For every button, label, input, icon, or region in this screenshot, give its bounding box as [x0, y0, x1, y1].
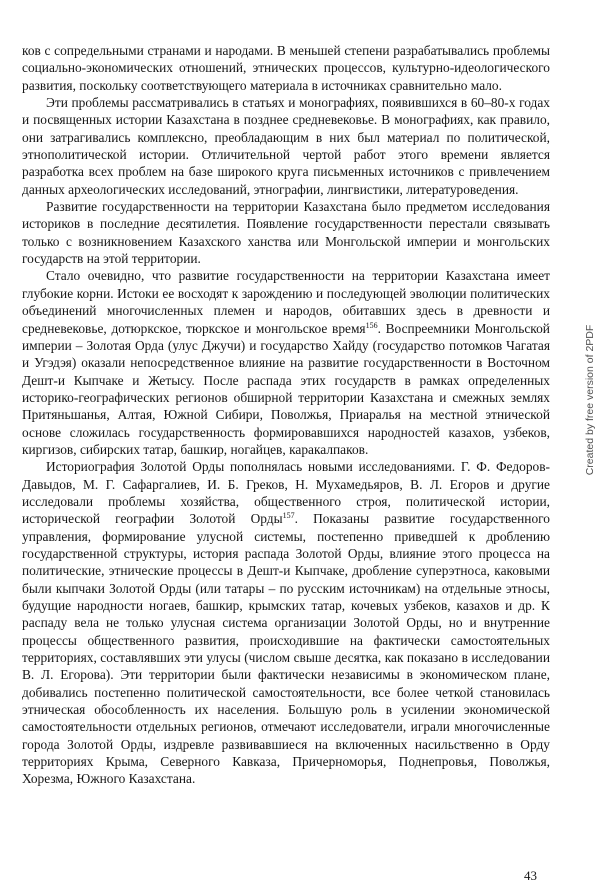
paragraph-3-text: Развитие государственности на территории Казахстана было предметом исследования историков в последние десятилетия. Появление государственности перестали связывать только с возникновением Казахского ханства или Монгольской империи и монгольских государств на этой территории.	[22, 199, 550, 267]
paragraph-4	[22, 267, 550, 458]
watermark-text: Created by free version of 2PDF	[584, 324, 596, 476]
paragraph-5-text-lead: Историография Золотой Орды пополнялась новыми исследованиями. Г. Ф. Федоров-Давыдов, М. Г. Сафаргалиев, И. Б. Греков, Н. Мухамедьяров, В. Л. Егоров и другие исследовали проблемы хозяйства, общественного строя, политической истории, исторической географии Золотой Орды	[22, 459, 550, 527]
paragraph-1	[22, 42, 550, 94]
page-body-text	[22, 42, 550, 788]
footnote-ref-157: 157	[282, 511, 295, 521]
page-number: 43	[524, 868, 537, 883]
footnote-ref-156: 156	[365, 320, 378, 330]
paragraph-2	[22, 94, 550, 198]
watermark	[583, 200, 597, 600]
paragraph-5	[22, 458, 550, 788]
paragraph-2-text: Эти проблемы рассматривались в статьях и монографиях, появившихся в 60–80-х годах и посвященных истории Казахстана в позднее средневековье. В монографиях, как правило, они затрагивались комплексно, преобладающим в них был материал по политической, этнополитической истории. Отличительной чертой работ этого времени является разработка всех проблем на базе широкого круга письменных источников с привлечением данных археологических исследований, этнографии, лингвистики, литературоведения.	[22, 95, 550, 197]
paragraph-5-text-tail: . Показаны развитие государственного управления, формирование улусной системы, постепенно приведшей к дроблению государственной структуры, история распада Золотой Орды, влияние этого процесса на политические, этнические процессы в Дешт-и Кыпчаке, дробление суперэтноса, каковыми были кыпчаки Золотой Орды (или татары – по русским источникам) на отдельные этносы, будущие народности ногаев, башкир, крымских татар, кочевых узбеков, казахов и др. К распаду вела не только улусная система организации Золотой Орды, но и внутренние процессы общественного развития, происходившие на фактически самостоятельных территориях, составлявших эти улусы (числом свыше десятка, как показано в исследовании В. Л. Егорова). Эти территории были фактически независимы в экономическом плане, добивались постепенно политической самостоятельности, все более четкой становилась этническая обособленность их населения. Большую роль в усилении экономической самостоятельности отдельных регионов, отмечают исследователи, играли многочисленные города Золотой Орды, издревле развивавшиеся на включенных насильственно в Орду территориях Крыма, Северного Кавказа, Причерноморья, Поднепровья, Поволжья, Хорезма, Южного Казахстана.	[22, 511, 550, 787]
paragraph-1-text: ков с сопредельными странами и народами. В меньшей степени разрабатывались проблемы социально-экономических отношений, этнических процессов, культурно-идеологического развития, поскольку соответствующего материала в источниках сравнительно мало.	[22, 43, 550, 93]
paragraph-4-text-tail: . Воспреемники Монгольской империи – Золотая Орда (улус Джучи) и государство Хайду (государство потомков Чагатая и Угэдэя) оказали непосредственное влияние на развитие государственности в Восточном Дешт-и Кыпчаке и Жетысу. После распада этих государств в рамках определенных историко-географических регионов обширной территории Казахстана и смежных землях Притяньшанья, Алтая, Южной Сибири, Поволжья, Приаралья на местной этнической основе сложилась государственность формировавшихся народностей казахов, узбеков, киргизов, сибирских татар, башкир, ногайцев, каракалпаков.	[22, 320, 550, 457]
paragraph-3	[22, 198, 550, 267]
paragraph-4-text-lead: Стало очевидно, что развитие государственности на территории Казахстана имеет глубокие корни. Истоки ее восходят к зарождению и последующей эволюции политических объединений многочисленных племен и народов, обитавших здесь в древности и средневековье, дотюркское, тюркское и монгольское время	[22, 268, 550, 336]
